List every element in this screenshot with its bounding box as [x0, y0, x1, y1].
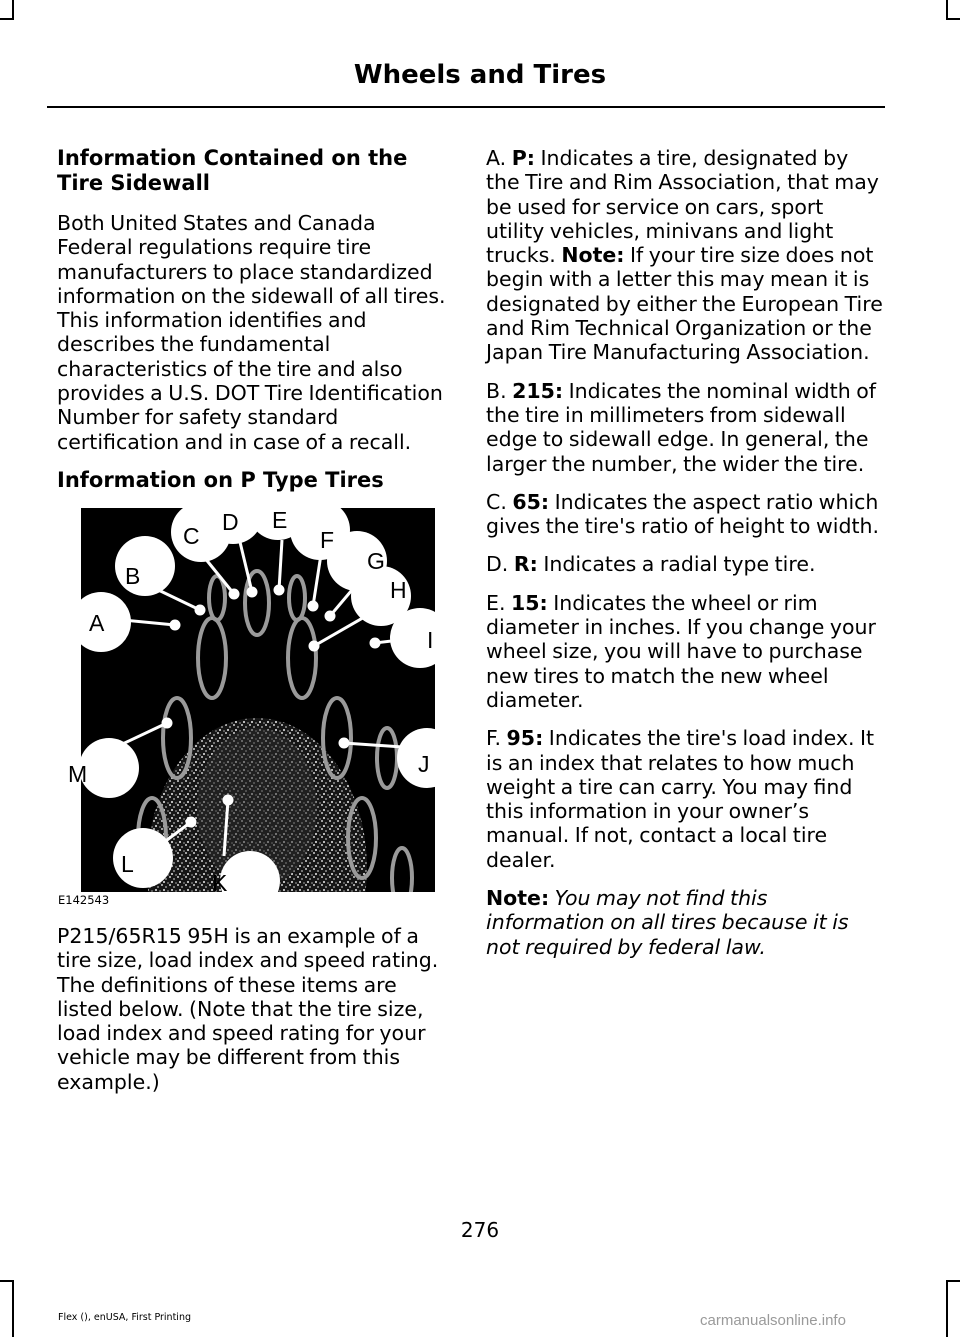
definition-item-b — [486, 379, 886, 476]
callout-label-c: C — [183, 522, 200, 549]
footer-text: Flex (), enUSA, First Printing — [58, 1312, 191, 1323]
figure-code: E142543 — [58, 892, 110, 907]
item-term: 15: — [511, 590, 548, 615]
crop-mark — [12, 0, 14, 20]
definition-item-e — [486, 591, 886, 712]
page-number: 276 — [460, 1218, 500, 1242]
watermark: carmanualsonline.info — [700, 1312, 846, 1329]
callout-label-k: K — [212, 869, 228, 892]
callout-label-j: J — [418, 750, 430, 777]
tire-sidewall-figure — [57, 508, 435, 910]
item-text: Indicates a radial type tire. — [537, 552, 816, 577]
closing-note — [486, 886, 886, 959]
callout-label-i: I — [427, 626, 434, 653]
definition-item-a — [486, 146, 886, 365]
item-text: Indicates the wheel or rim diameter in inches. If you change your wheel size, you will have to purchase new tires to match the new wheel diameter. — [486, 590, 876, 712]
crop-mark — [12, 1280, 14, 1337]
crop-mark — [0, 1280, 14, 1282]
item-prefix: D. — [486, 552, 509, 577]
item-prefix: E. — [486, 590, 506, 615]
callout-label-d: D — [222, 508, 239, 535]
callout-label-b: B — [125, 562, 141, 589]
item-term: R: — [513, 552, 538, 577]
example-paragraph: P215/65R15 95H is an example of a tire size, load index and speed rating. The definitions of these items are listed below. (Note that the tire size, load index and speed rating for your vehicle may be different from this example.) — [57, 923, 439, 1094]
callout-label-a: A — [89, 609, 105, 636]
crop-mark — [946, 18, 960, 20]
note-text: You may not find this information on all tires because it is not required by federal law. — [486, 886, 849, 959]
item-term: 95: — [506, 726, 544, 751]
tire-sidewall-illustration — [57, 508, 435, 892]
intro-paragraph: Both United States and Canada Federal regulations require tire manufacturers to place standardized information on the sidewall of all tires. This information identifies and describes the fundamental characteristics of the tire and also provides a U.S. DOT Tire Identification Number for safety standard certification and in case of a recall. — [57, 211, 446, 454]
callout-label-g: G — [367, 547, 385, 574]
crop-mark — [946, 1280, 948, 1337]
right-column — [486, 146, 886, 973]
item-text: Indicates the nominal width of the tire in millimeters from sidewall edge to sidewall edge. In general, the larger the number, the wider the tire. — [486, 378, 876, 476]
crop-mark — [946, 1280, 960, 1282]
item-prefix: F. — [486, 726, 502, 751]
section-heading-sidewall: Information Contained on the Tire Sidewall — [57, 146, 408, 195]
item-note-text: If your tire size does not begin with a letter this may mean it is designated by either the European Tire and Rim Technical Organization or the Japan Tire Manufacturing Association. — [486, 243, 883, 365]
callout-label-e: E — [272, 507, 288, 533]
item-text: Indicates the tire's load index. It is an index that relates to how much weight a tire can carry. You may find this information in your owner’s manual. If not, contact a local tire dealer. — [486, 726, 875, 872]
definition-item-d — [486, 552, 886, 576]
left-column — [57, 146, 451, 1108]
callout-label-l: L — [121, 850, 134, 877]
item-prefix: A. — [486, 146, 507, 170]
crop-mark — [0, 18, 14, 20]
callout-label-m: M — [68, 760, 88, 787]
item-prefix: B. — [486, 378, 507, 403]
callout-label-f: F — [320, 526, 335, 553]
page-header-title: Wheels and Tires — [353, 60, 607, 90]
crop-mark — [946, 0, 948, 20]
section-heading-p-type: Information on P Type Tires — [57, 467, 384, 492]
definition-item-f — [486, 726, 886, 872]
item-term: P: — [511, 146, 535, 170]
item-term: 215: — [512, 378, 564, 403]
item-text: Indicates a tire, designated by the Tire and Rim Association, that may be used for service on cars, sport utility vehicles, minivans and light trucks. — [486, 146, 879, 268]
item-prefix: C. — [486, 489, 507, 514]
note-label: Note: — [486, 886, 550, 911]
item-term: 65: — [512, 489, 550, 514]
definition-item-c — [486, 490, 886, 539]
item-text: Indicates the aspect ratio which gives the tire's ratio of height to width. — [486, 489, 880, 539]
header-divider — [47, 106, 885, 108]
callout-label-h: H — [390, 576, 407, 603]
item-note-label: Note: — [561, 243, 625, 268]
